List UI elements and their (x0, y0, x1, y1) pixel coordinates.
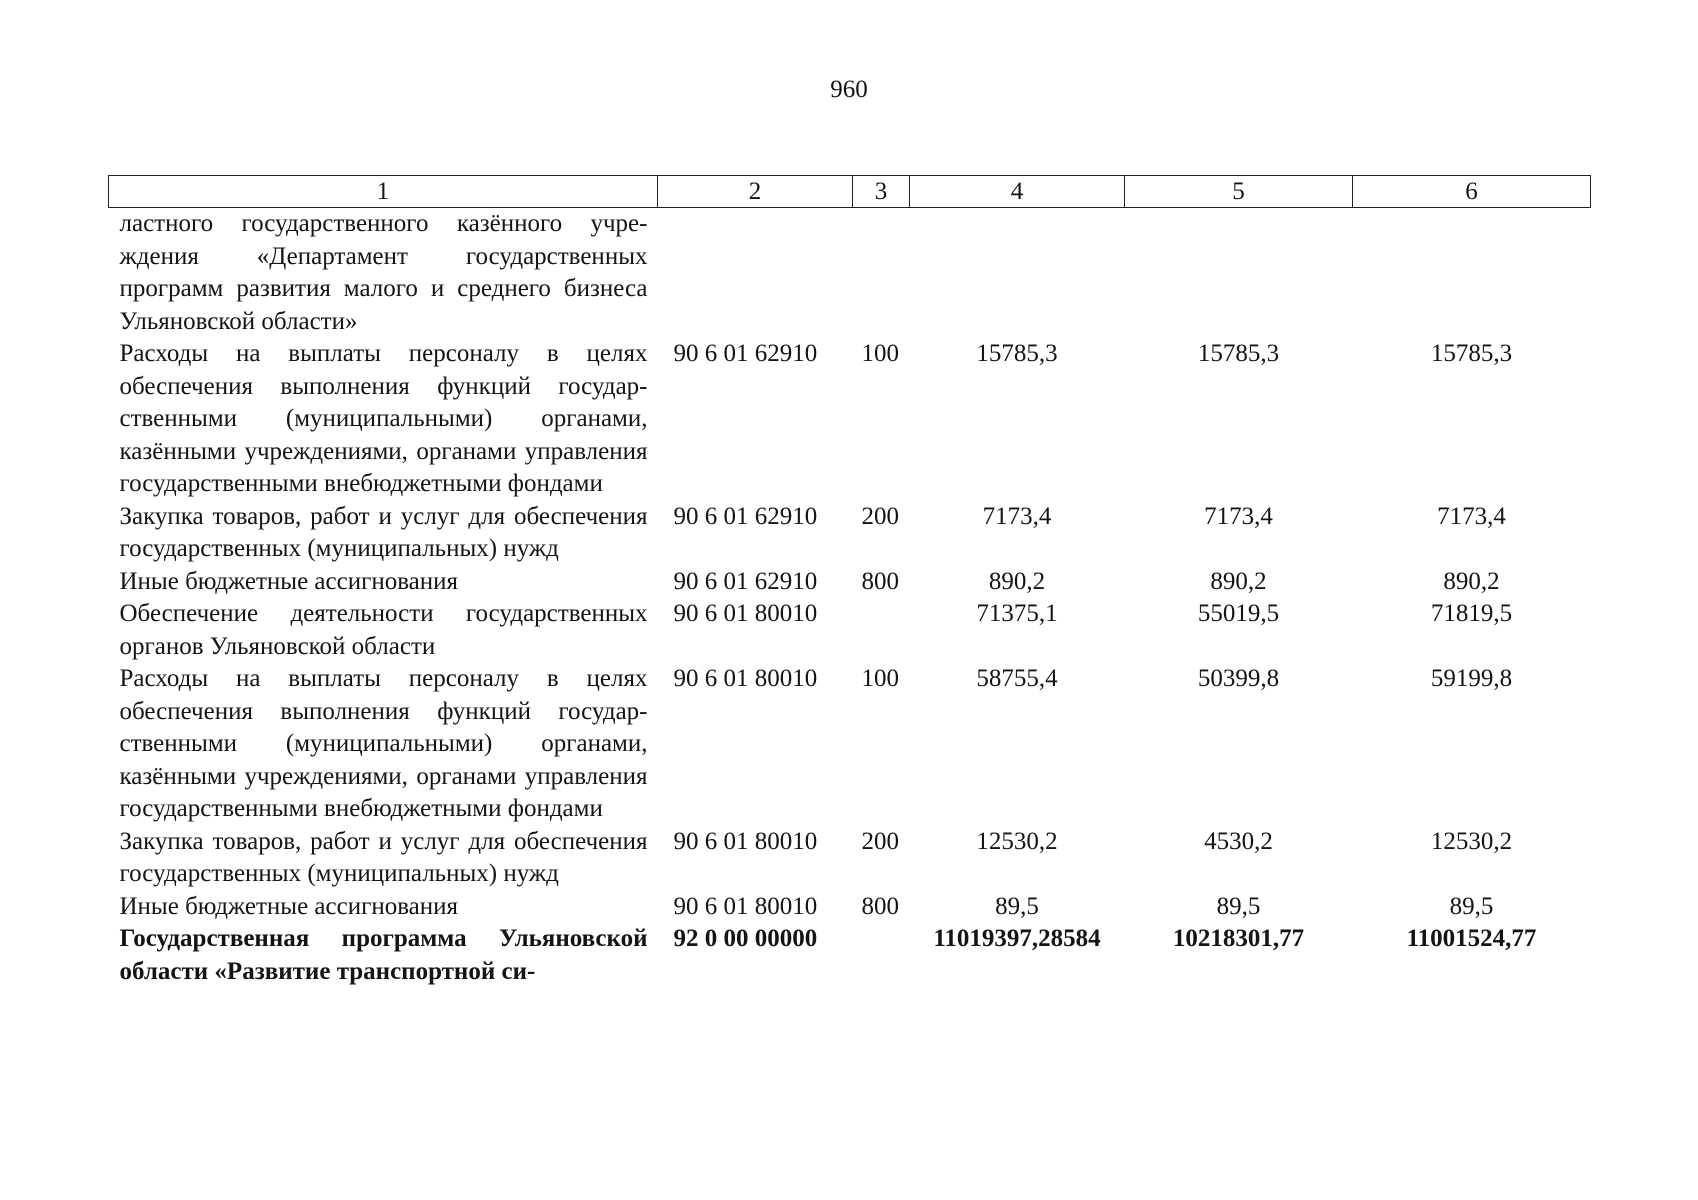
row-value-col-4: 89,5 (995, 892, 1039, 920)
row-expense-type (853, 208, 910, 339)
header-col-1: 1 (109, 176, 658, 208)
row-value-col-6: 890,2 (1443, 567, 1500, 595)
row-expense-type: 200 (861, 827, 899, 855)
table-row (109, 208, 1591, 339)
row-value-col-5: 55019,5 (1197, 600, 1280, 627)
row-code: 90 6 01 62910 (673, 567, 818, 595)
row-value-col-5: 890,2 (1210, 567, 1267, 595)
row-value-col-4: 15785,3 (976, 340, 1058, 367)
table-row (109, 338, 1591, 501)
row-value-col-4: 12530,2 (976, 827, 1058, 855)
header-row (109, 176, 1591, 208)
row-code: 90 6 01 62910 (673, 340, 818, 367)
row-value-col-6: 71819,5 (1430, 600, 1513, 627)
row-expense-type: 800 (861, 892, 899, 920)
row-expense-type: 100 (861, 665, 899, 692)
header-col-5: 5 (1125, 176, 1353, 208)
row-value-col-6 (1353, 208, 1591, 339)
table-row (109, 923, 1591, 988)
budget-table (108, 175, 1591, 988)
row-code: 90 6 01 80010 (673, 665, 818, 692)
row-value-col-5: 7173,4 (1204, 502, 1273, 530)
row-code: 90 6 01 80010 (673, 600, 818, 627)
row-value-col-5: 10218301,77 (1172, 925, 1305, 952)
row-name: Расходы на выплаты персоналу в целях обеспечения выполнения функций государственными (муниципальными) органами, казёнными учреждениями, органами управления государственными внебюджетными фондами (119, 665, 648, 822)
header-col-2: 2 (658, 176, 853, 208)
row-name: Закупка товаров, работ и услуг для обеспечения государственных (муниципальных) нужд (119, 827, 648, 887)
row-expense-type: 800 (861, 567, 899, 595)
row-expense-type (853, 598, 910, 663)
header-col-3: 3 (853, 176, 910, 208)
row-expense-type: 100 (861, 340, 899, 367)
row-code (658, 208, 853, 339)
row-value-col-4: 58755,4 (976, 665, 1058, 692)
table-row (109, 501, 1591, 566)
table-header (109, 176, 1591, 208)
row-value-col-5: 89,5 (1216, 892, 1261, 920)
row-value-col-6: 59199,8 (1430, 665, 1513, 692)
row-code: 90 6 01 62910 (673, 502, 818, 530)
row-code: 90 6 01 80010 (673, 827, 818, 855)
table-row (109, 598, 1591, 663)
table-row (109, 663, 1591, 826)
row-value-col-4: 890,2 (988, 567, 1046, 595)
row-value-col-5: 50399,8 (1197, 665, 1280, 692)
row-name: Государственная программа Ульяновской области «Развитие транспортной си- (119, 925, 648, 985)
row-value-col-6: 15785,3 (1430, 340, 1513, 367)
row-value-col-4 (910, 208, 1125, 339)
table-body (109, 208, 1591, 989)
row-expense-type (853, 923, 910, 988)
row-code: 90 6 01 80010 (673, 892, 818, 920)
row-value-col-5: 15785,3 (1197, 340, 1280, 367)
table-row (109, 566, 1591, 599)
row-value-col-4: 11019397,28584 (933, 925, 1101, 952)
row-value-col-6: 89,5 (1449, 892, 1494, 920)
row-value-col-6: 7173,4 (1437, 502, 1506, 530)
header-col-6: 6 (1353, 176, 1591, 208)
table-row (109, 826, 1591, 891)
row-name: ластного государственного казённого учреждения «Департамент государственных программ развития малого и среднего бизнеса Ульяновской области» (119, 210, 648, 335)
row-name: Расходы на выплаты персоналу в целях обеспечения выполнения функций государственными (муниципальными) органами, казёнными учреждениями, органами управления государственными внебюджетными фондами (119, 340, 648, 497)
row-value-col-6: 11001524,77 (1406, 925, 1537, 952)
row-name: Обеспечение деятельности государственных органов Ульяновской области (119, 600, 648, 660)
table-row (109, 891, 1591, 924)
header-col-4: 4 (910, 176, 1125, 208)
row-name: Закупка товаров, работ и услуг для обеспечения государственных (муниципальных) нужд (119, 502, 648, 562)
row-name: Иные бюджетные ассигнования (119, 567, 459, 595)
row-name: Иные бюджетные ассигнования (119, 892, 459, 920)
page-number: 960 (830, 76, 868, 103)
row-code: 92 0 00 00000 (673, 925, 818, 952)
row-value-col-4: 7173,4 (982, 502, 1052, 530)
row-value-col-5 (1125, 208, 1353, 339)
row-value-col-6: 12530,2 (1430, 827, 1513, 855)
row-value-col-4: 71375,1 (976, 600, 1058, 627)
row-expense-type: 200 (861, 502, 899, 530)
row-value-col-5: 4530,2 (1204, 827, 1273, 855)
